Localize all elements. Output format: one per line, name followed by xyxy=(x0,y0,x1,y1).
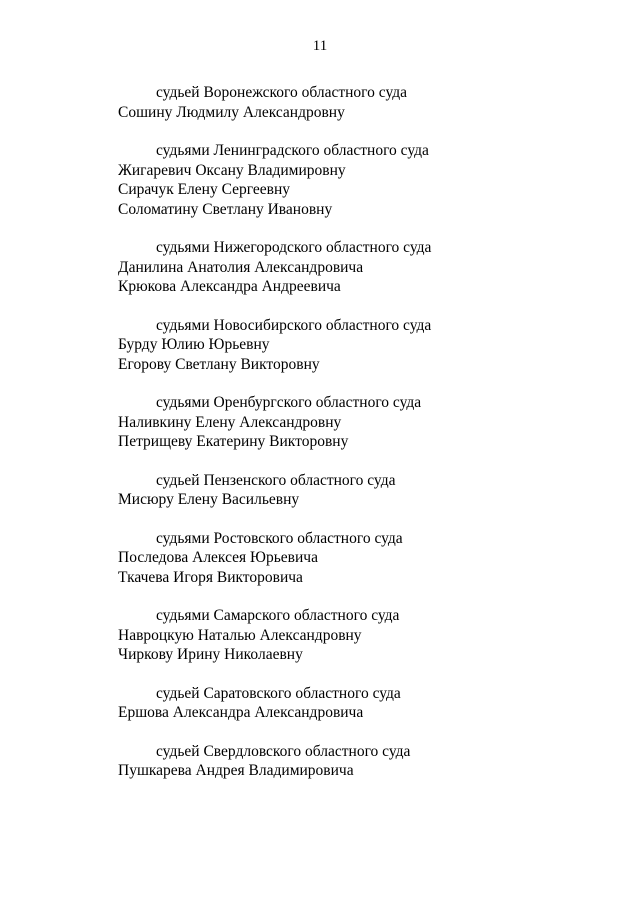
appointee-name: Мисюру Елену Васильевну xyxy=(118,491,300,508)
appointee-name: Соломатину Светлану Ивановну xyxy=(118,200,333,218)
court-section-voronezh xyxy=(118,83,598,122)
appointee-name: Крюкова Александра Андреевича xyxy=(118,278,341,295)
appointee-name: Наливкину Елену Александровну xyxy=(118,413,342,431)
section-heading: судьей Воронежского областного суда xyxy=(156,84,407,101)
appointee-name: Последова Алексея Юрьевича xyxy=(118,549,318,566)
court-section-sverdlovsk xyxy=(118,742,598,781)
appointee-name: Данилина Анатолия Александровича xyxy=(118,258,364,276)
appointee-name: Ершова Александра Александровича xyxy=(118,704,364,721)
court-section-orenburg xyxy=(118,393,598,452)
appointee-name: Петрищеву Екатерину Викторовну xyxy=(118,433,349,450)
court-section-leningrad xyxy=(118,141,598,219)
appointee-name: Чиркову Ирину Николаевну xyxy=(118,646,303,663)
section-heading: судьями Нижегородского областного суда xyxy=(156,239,432,256)
document-body xyxy=(118,83,598,800)
appointee-name: Егорову Светлану Викторовну xyxy=(118,355,320,373)
appointee-name: Пушкарева Андрея Владимировича xyxy=(118,762,354,779)
appointee-name: Ткачева Игоря Викторовича xyxy=(118,568,303,586)
section-heading: судьями Оренбургского областного суда xyxy=(156,394,422,411)
court-section-rostov xyxy=(118,529,598,588)
section-heading: судьями Ленинградского областного суда xyxy=(156,142,429,159)
page-number: 11 xyxy=(312,38,328,54)
appointee-name: Жигаревич Оксану Владимировну xyxy=(118,161,346,179)
section-heading: судьей Пензенского областного суда xyxy=(156,471,396,489)
appointee-name: Сирачук Елену Сергеевну xyxy=(118,181,291,198)
section-heading: судьями Ростовского областного суда xyxy=(156,529,403,547)
appointee-name: Навроцкую Наталью Александровну xyxy=(118,626,362,644)
court-section-novosibirsk xyxy=(118,316,598,375)
section-heading: судьей Свердловского областного суда xyxy=(156,742,411,760)
court-section-nizhny-novgorod xyxy=(118,238,598,297)
court-section-samara xyxy=(118,606,598,665)
court-section-penza xyxy=(118,471,598,510)
appointee-name: Бурду Юлию Юрьевну xyxy=(118,336,270,353)
section-heading: судьями Новосибирского областного суда xyxy=(156,316,432,334)
court-section-saratov xyxy=(118,684,598,723)
section-heading: судьей Саратовского областного суда xyxy=(156,684,401,702)
section-heading: судьями Самарского областного суда xyxy=(156,607,400,624)
appointee-name: Сошину Людмилу Александровну xyxy=(118,103,345,121)
